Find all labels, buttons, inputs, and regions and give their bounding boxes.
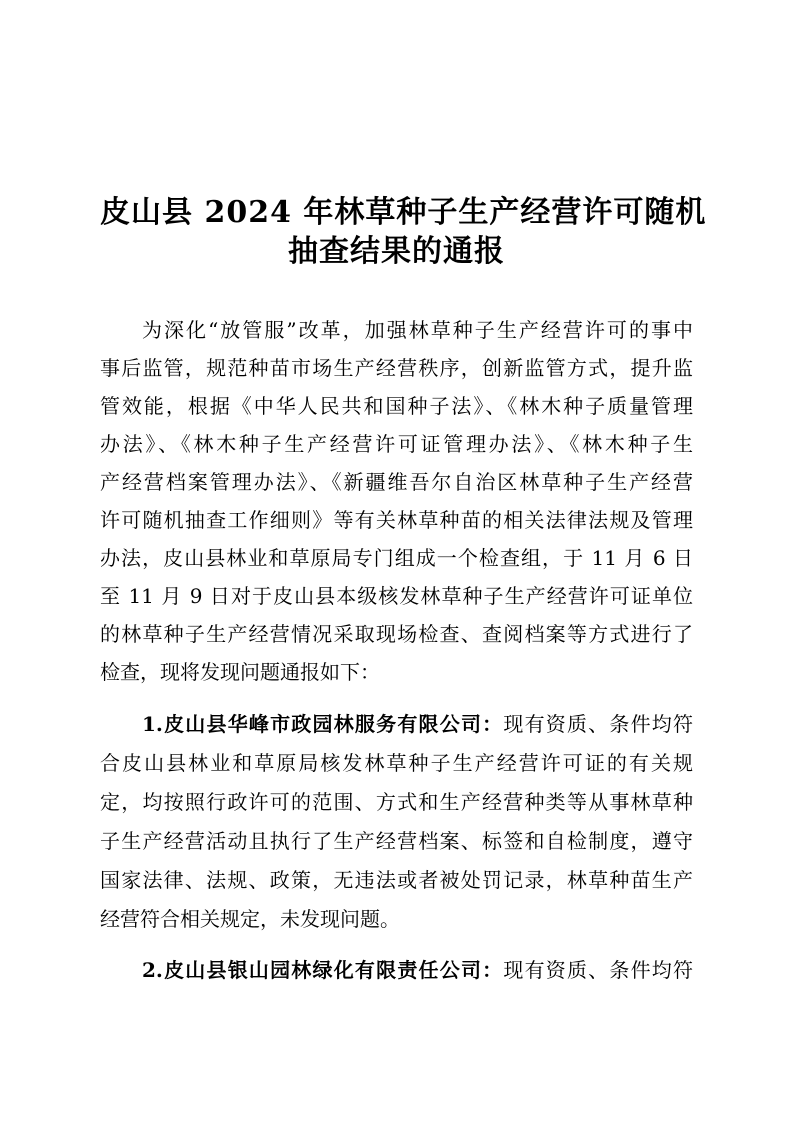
item-1-line: 经营符合相关规定，未发现问题。 bbox=[100, 907, 400, 931]
document-title-line-2: 抽查结果的通报 bbox=[288, 234, 505, 269]
intro-paragraph-line: 的林草种子生产经营情况采取现场检查、查阅档案等方式进行了 bbox=[100, 622, 693, 646]
item-1-heading: 1.皮山县华峰市政园林服务有限公司： bbox=[142, 712, 504, 736]
item-1-first-line bbox=[142, 712, 693, 736]
item-1-line: 国家法律、法规、政策，无违法或者被处罚记录，林草种苗生产 bbox=[100, 868, 693, 892]
intro-paragraph-line: 管效能，根据《中华人民共和国种子法》、《林木种子质量管理 bbox=[100, 394, 693, 418]
intro-paragraph-line: 办法》、《林木种子生产经营许可证管理办法》、《林木种子生 bbox=[100, 432, 693, 456]
item-2-heading: 2.皮山县银山园林绿化有限责任公司： bbox=[142, 958, 504, 982]
intro-paragraph-line: 办法，皮山县林业和草原局专门组成一个检查组，于 11 月 6 日 bbox=[100, 546, 693, 570]
item-2-first-line bbox=[142, 958, 693, 982]
intro-paragraph-line: 事后监管，规范种苗市场生产经营秩序，创新监管方式，提升监 bbox=[100, 356, 693, 380]
item-1-line: 子生产经营活动且执行了生产经营档案、标签和自检制度，遵守 bbox=[100, 829, 693, 853]
item-1-line: 定，均按照行政许可的范围、方式和生产经营种类等从事林草种 bbox=[100, 790, 693, 814]
intro-paragraph-line: 至 11 月 9 日对于皮山县本级核发林草种子生产经营许可证单位 bbox=[100, 584, 693, 608]
document-title-line-1: 皮山县 2024 年林草种子生产经营许可随机 bbox=[100, 195, 707, 230]
intro-paragraph-line: 为深化“放管服”改革，加强林草种子生产经营许可的事中 bbox=[142, 318, 693, 342]
intro-paragraph-line: 许可随机抽查工作细则》等有关林草种苗的相关法律法规及管理 bbox=[100, 508, 693, 532]
item-2-first-text: 现有资质、条件均符 bbox=[503, 958, 693, 982]
intro-paragraph-line: 检查，现将发现问题通报如下： bbox=[100, 660, 380, 684]
item-1-first-text: 现有资质、条件均符 bbox=[503, 712, 693, 736]
intro-paragraph-line: 产经营档案管理办法》、《新疆维吾尔自治区林草种子生产经营 bbox=[100, 470, 693, 494]
item-1-line: 合皮山县林业和草原局核发林草种子生产经营许可证的有关规 bbox=[100, 751, 693, 775]
